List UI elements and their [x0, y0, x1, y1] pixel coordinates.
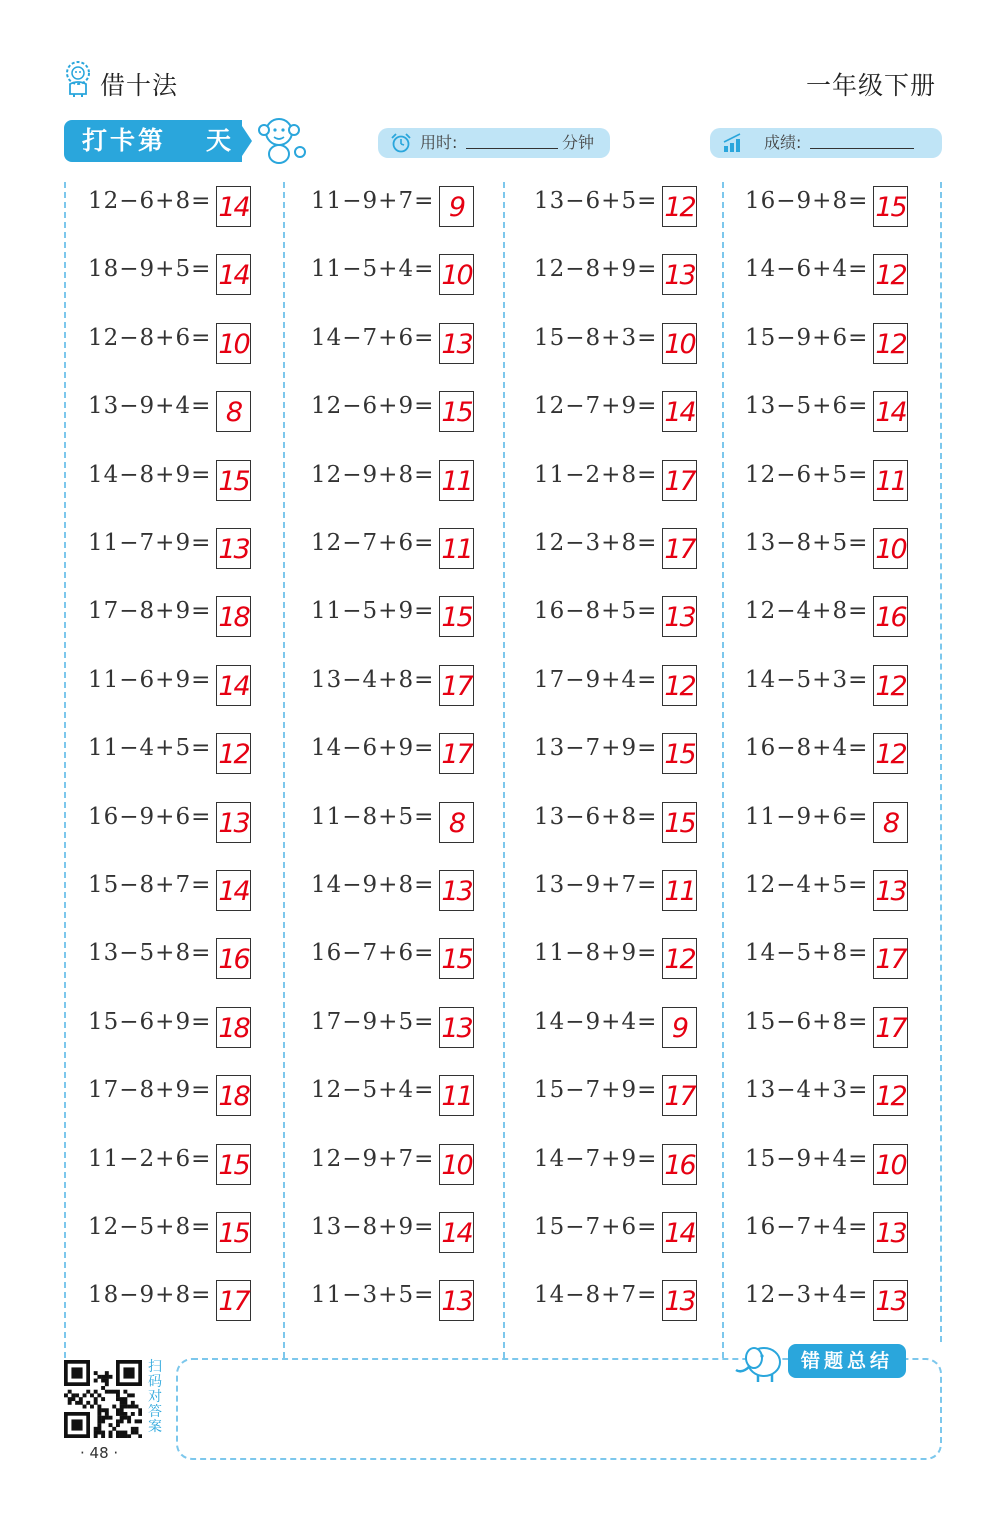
problem-row [534, 1144, 704, 1188]
problem-row [88, 665, 258, 709]
answer-box[interactable]: 17 [439, 733, 474, 774]
equation-text: 13−5+6= [745, 393, 869, 420]
problem-row [311, 596, 481, 640]
equation-text: 11−2+6= [88, 1145, 212, 1172]
answer-box[interactable]: 12 [873, 1075, 908, 1116]
problem-row [88, 596, 258, 640]
answer-box[interactable]: 15 [662, 802, 697, 843]
equation-text: 12−7+9= [534, 393, 658, 420]
answer-box[interactable]: 17 [662, 1075, 697, 1116]
page-number: · 48 · [80, 1444, 119, 1462]
equation-text: 12−6+5= [745, 461, 869, 488]
time-field [378, 128, 610, 158]
equation-text: 16−8+5= [534, 598, 658, 625]
equation-text: 12−8+9= [534, 256, 658, 283]
equation-text: 14−5+3= [745, 666, 869, 693]
equation-text: 13−8+5= [745, 530, 869, 556]
answer-box[interactable]: 13 [873, 1212, 908, 1253]
score-blank-line [810, 148, 914, 149]
problem-row [745, 254, 915, 298]
problem-row [311, 460, 481, 504]
answer-box[interactable]: 18 [216, 1075, 251, 1116]
problem-row [745, 870, 915, 914]
equation-text: 12−4+8= [745, 598, 869, 625]
problem-row [311, 186, 481, 230]
problem-row [534, 460, 704, 504]
divider-line [64, 182, 66, 1358]
answer-box[interactable]: 17 [662, 528, 697, 569]
answer-box[interactable]: 9 [439, 186, 474, 227]
problem-row [534, 870, 704, 914]
problem-row [745, 596, 915, 640]
answer-box[interactable]: 13 [439, 323, 474, 364]
answer-box[interactable]: 11 [662, 870, 697, 911]
equation-text: 14−9+4= [534, 1008, 658, 1035]
answer-box[interactable]: 12 [873, 665, 908, 706]
answer-box[interactable]: 12 [873, 323, 908, 364]
answer-box[interactable]: 17 [662, 460, 697, 501]
equation-text: 11−4+5= [88, 735, 212, 762]
answer-box[interactable]: 17 [873, 1007, 908, 1048]
problem-row [745, 665, 915, 709]
problem-row [534, 1075, 704, 1119]
equation-text: 16−9+8= [745, 188, 869, 214]
equation-text: 11−6+9= [88, 666, 212, 693]
problem-row [745, 733, 915, 777]
equation-text: 11−2+8= [534, 461, 658, 488]
problem-row [745, 460, 915, 504]
equation-text: 13−6+8= [534, 803, 658, 830]
problem-row [311, 938, 481, 982]
problem-row [88, 323, 258, 367]
problem-row [311, 733, 481, 777]
equation-text: 15−9+6= [745, 324, 869, 351]
equation-text: 11−5+9= [311, 598, 435, 625]
answer-box[interactable]: 11 [439, 1075, 474, 1116]
answer-box[interactable]: 10 [439, 1144, 474, 1185]
equation-text: 12−3+4= [745, 1282, 869, 1309]
problem-row [88, 870, 258, 914]
equation-text: 11−8+9= [534, 940, 658, 967]
answer-box[interactable]: 14 [216, 186, 251, 227]
equation-text: 13−6+5= [534, 188, 658, 214]
checkin-banner [64, 120, 242, 162]
equation-text: 15−7+6= [534, 1214, 658, 1240]
answer-box[interactable]: 14 [662, 1212, 697, 1253]
answer-box[interactable]: 9 [662, 1007, 697, 1048]
equation-text: 15−6+8= [745, 1008, 869, 1035]
answer-box[interactable]: 10 [873, 1144, 908, 1185]
equation-text: 16−7+4= [745, 1214, 869, 1240]
problem-row [88, 528, 258, 572]
chart-growth-icon [722, 133, 744, 153]
answer-box[interactable]: 12 [216, 733, 251, 774]
problem-row [88, 254, 258, 298]
problem-row [88, 391, 258, 435]
problem-row [745, 528, 915, 572]
equation-text: 11−7+9= [88, 530, 212, 556]
problem-row [311, 802, 481, 846]
equation-text: 11−5+4= [311, 256, 435, 283]
answer-box[interactable]: 14 [439, 1212, 474, 1253]
problem-row [534, 1280, 704, 1324]
equation-text: 13−4+8= [311, 666, 435, 693]
qr-code-icon[interactable] [64, 1360, 142, 1438]
equation-text: 15−8+3= [534, 324, 658, 351]
answer-box[interactable]: 17 [873, 938, 908, 979]
answer-box[interactable]: 14 [662, 391, 697, 432]
equation-text: 18−9+5= [88, 256, 212, 283]
equation-text: 14−5+8= [745, 940, 869, 967]
answer-box[interactable]: 15 [439, 938, 474, 979]
equation-text: 15−9+4= [745, 1145, 869, 1172]
problem-row [534, 391, 704, 435]
problem-row [311, 391, 481, 435]
scan-for-answers-text: 扫码对答案 [148, 1359, 162, 1435]
answer-box[interactable]: 17 [216, 1280, 251, 1321]
equation-text: 12−6+8= [88, 188, 212, 214]
problem-row [534, 596, 704, 640]
problem-row [88, 1144, 258, 1188]
problem-row [534, 323, 704, 367]
problem-row [88, 802, 258, 846]
equation-text: 12−9+7= [311, 1145, 435, 1172]
equation-text: 18−9+8= [88, 1282, 212, 1309]
problem-row [311, 1075, 481, 1119]
problem-row [745, 391, 915, 435]
answer-box[interactable]: 14 [216, 665, 251, 706]
answer-box[interactable]: 10 [662, 323, 697, 364]
equation-text: 15−8+7= [88, 872, 212, 898]
equation-text: 16−8+4= [745, 735, 869, 762]
answer-box[interactable]: 15 [216, 1212, 251, 1253]
equation-text: 11−9+6= [745, 803, 869, 830]
answer-box[interactable]: 14 [216, 254, 251, 295]
problem-row [311, 1280, 481, 1324]
answer-box[interactable]: 18 [216, 1007, 251, 1048]
problem-row [88, 186, 258, 230]
time-label: 用时: [420, 133, 458, 152]
answer-box[interactable]: 15 [873, 186, 908, 227]
problem-row [745, 1212, 915, 1256]
problem-row [88, 733, 258, 777]
equation-text: 17−8+9= [88, 1077, 212, 1104]
answer-box[interactable]: 12 [873, 254, 908, 295]
answer-box[interactable]: 12 [662, 938, 697, 979]
answer-box[interactable]: 13 [216, 528, 251, 569]
answer-box[interactable]: 8 [439, 802, 474, 843]
answer-box[interactable]: 13 [439, 1007, 474, 1048]
answer-box[interactable]: 8 [216, 391, 251, 432]
problem-row [534, 1007, 704, 1051]
equation-text: 12−5+4= [311, 1077, 435, 1104]
problem-row [745, 186, 915, 230]
answer-box[interactable]: 10 [873, 528, 908, 569]
equation-text: 15−7+9= [534, 1077, 658, 1104]
error-summary-label: 错题总结 [788, 1344, 906, 1378]
problem-row [534, 802, 704, 846]
problem-row [534, 938, 704, 982]
problem-row [88, 1280, 258, 1324]
problem-row [88, 1075, 258, 1119]
elephant-mascot-icon [732, 1338, 786, 1384]
book-section-title: 借十法 [100, 71, 179, 100]
answer-box[interactable]: 13 [662, 1280, 697, 1321]
answer-box[interactable]: 15 [216, 1144, 251, 1185]
problem-row [311, 528, 481, 572]
answer-box[interactable]: 17 [439, 665, 474, 706]
answer-box[interactable]: 16 [216, 938, 251, 979]
answer-box[interactable]: 13 [662, 254, 697, 295]
answer-box[interactable]: 12 [873, 733, 908, 774]
problem-row [745, 1144, 915, 1188]
problem-row [88, 1212, 258, 1256]
equation-text: 17−9+4= [534, 666, 658, 693]
score-label: 成绩: [764, 133, 802, 152]
equation-text: 14−8+9= [88, 461, 212, 488]
problem-row [311, 1144, 481, 1188]
answer-box[interactable]: 13 [439, 1280, 474, 1321]
checkin-suffix: 天 [206, 126, 232, 155]
checkin-prefix: 打卡第 [82, 126, 167, 155]
problem-row [745, 323, 915, 367]
problem-row [311, 1212, 481, 1256]
problem-row [311, 665, 481, 709]
equation-text: 12−9+8= [311, 461, 435, 488]
answer-box[interactable]: 8 [873, 802, 908, 843]
problem-row [745, 802, 915, 846]
answer-box[interactable]: 10 [439, 254, 474, 295]
time-blank-line [466, 148, 558, 149]
equation-text: 14−8+7= [534, 1282, 658, 1309]
equation-text: 14−9+8= [311, 872, 435, 898]
equation-text: 17−8+9= [88, 598, 212, 625]
answer-box[interactable]: 11 [439, 528, 474, 569]
answer-box[interactable]: 15 [216, 460, 251, 501]
time-unit: 分钟 [562, 133, 595, 152]
equation-text: 12−3+8= [534, 530, 658, 556]
answer-box[interactable]: 14 [216, 870, 251, 911]
answer-box[interactable]: 10 [216, 323, 251, 364]
answer-box[interactable]: 13 [873, 1280, 908, 1321]
problem-row [745, 1280, 915, 1324]
divider-line [283, 182, 285, 1358]
answer-box[interactable]: 13 [439, 870, 474, 911]
problem-row [534, 254, 704, 298]
equation-text: 11−3+5= [311, 1282, 435, 1309]
equation-text: 13−5+8= [88, 940, 212, 967]
problem-row [311, 254, 481, 298]
problem-row [534, 528, 704, 572]
answer-box[interactable]: 13 [662, 596, 697, 637]
problem-row [745, 1075, 915, 1119]
equation-text: 14−6+4= [745, 256, 869, 283]
equation-text: 13−9+7= [534, 872, 658, 898]
problem-row [534, 186, 704, 230]
divider-line [503, 182, 505, 1358]
equation-text: 11−9+7= [311, 188, 435, 214]
answer-box[interactable]: 11 [873, 460, 908, 501]
equation-text: 12−7+6= [311, 530, 435, 556]
equation-text: 16−9+6= [88, 803, 212, 830]
problem-row [311, 323, 481, 367]
divider-line [940, 182, 942, 1342]
equation-text: 12−4+5= [745, 872, 869, 898]
answer-box[interactable]: 15 [439, 391, 474, 432]
problem-row [745, 938, 915, 982]
answer-box[interactable]: 13 [873, 870, 908, 911]
answer-box[interactable]: 15 [662, 733, 697, 774]
grade-title: 一年级下册 [805, 71, 936, 100]
answer-box[interactable]: 16 [873, 596, 908, 637]
problem-row [534, 733, 704, 777]
problem-row [88, 938, 258, 982]
alarm-clock-icon [390, 133, 412, 153]
monkey-mascot-icon [250, 112, 308, 166]
answer-box[interactable]: 16 [662, 1144, 697, 1185]
problem-row [88, 1007, 258, 1051]
problem-row [88, 460, 258, 504]
equation-text: 13−8+9= [311, 1214, 435, 1240]
equation-text: 16−7+6= [311, 940, 435, 967]
equation-text: 14−6+9= [311, 735, 435, 762]
lion-mascot-icon [62, 60, 94, 98]
equation-text: 13−4+3= [745, 1077, 869, 1104]
equation-text: 14−7+9= [534, 1145, 658, 1172]
equation-text: 14−7+6= [311, 324, 435, 351]
problem-row [534, 1212, 704, 1256]
equation-text: 12−6+9= [311, 393, 435, 420]
score-field [710, 128, 942, 158]
equation-text: 17−9+5= [311, 1008, 435, 1035]
answer-box[interactable]: 12 [662, 665, 697, 706]
equation-text: 12−5+8= [88, 1214, 212, 1240]
answer-box[interactable]: 15 [439, 596, 474, 637]
answer-box[interactable]: 13 [216, 802, 251, 843]
equation-text: 13−7+9= [534, 735, 658, 762]
problem-row [534, 665, 704, 709]
answer-box[interactable]: 14 [873, 391, 908, 432]
equation-text: 13−9+4= [88, 393, 212, 420]
answer-box[interactable]: 11 [439, 460, 474, 501]
problem-row [311, 870, 481, 914]
answer-box[interactable]: 18 [216, 596, 251, 637]
equation-text: 12−8+6= [88, 324, 212, 351]
equation-text: 15−6+9= [88, 1008, 212, 1035]
equation-text: 11−8+5= [311, 803, 435, 830]
answer-box[interactable]: 12 [662, 186, 697, 227]
divider-line [722, 182, 724, 1358]
problem-row [311, 1007, 481, 1051]
problem-row [745, 1007, 915, 1051]
